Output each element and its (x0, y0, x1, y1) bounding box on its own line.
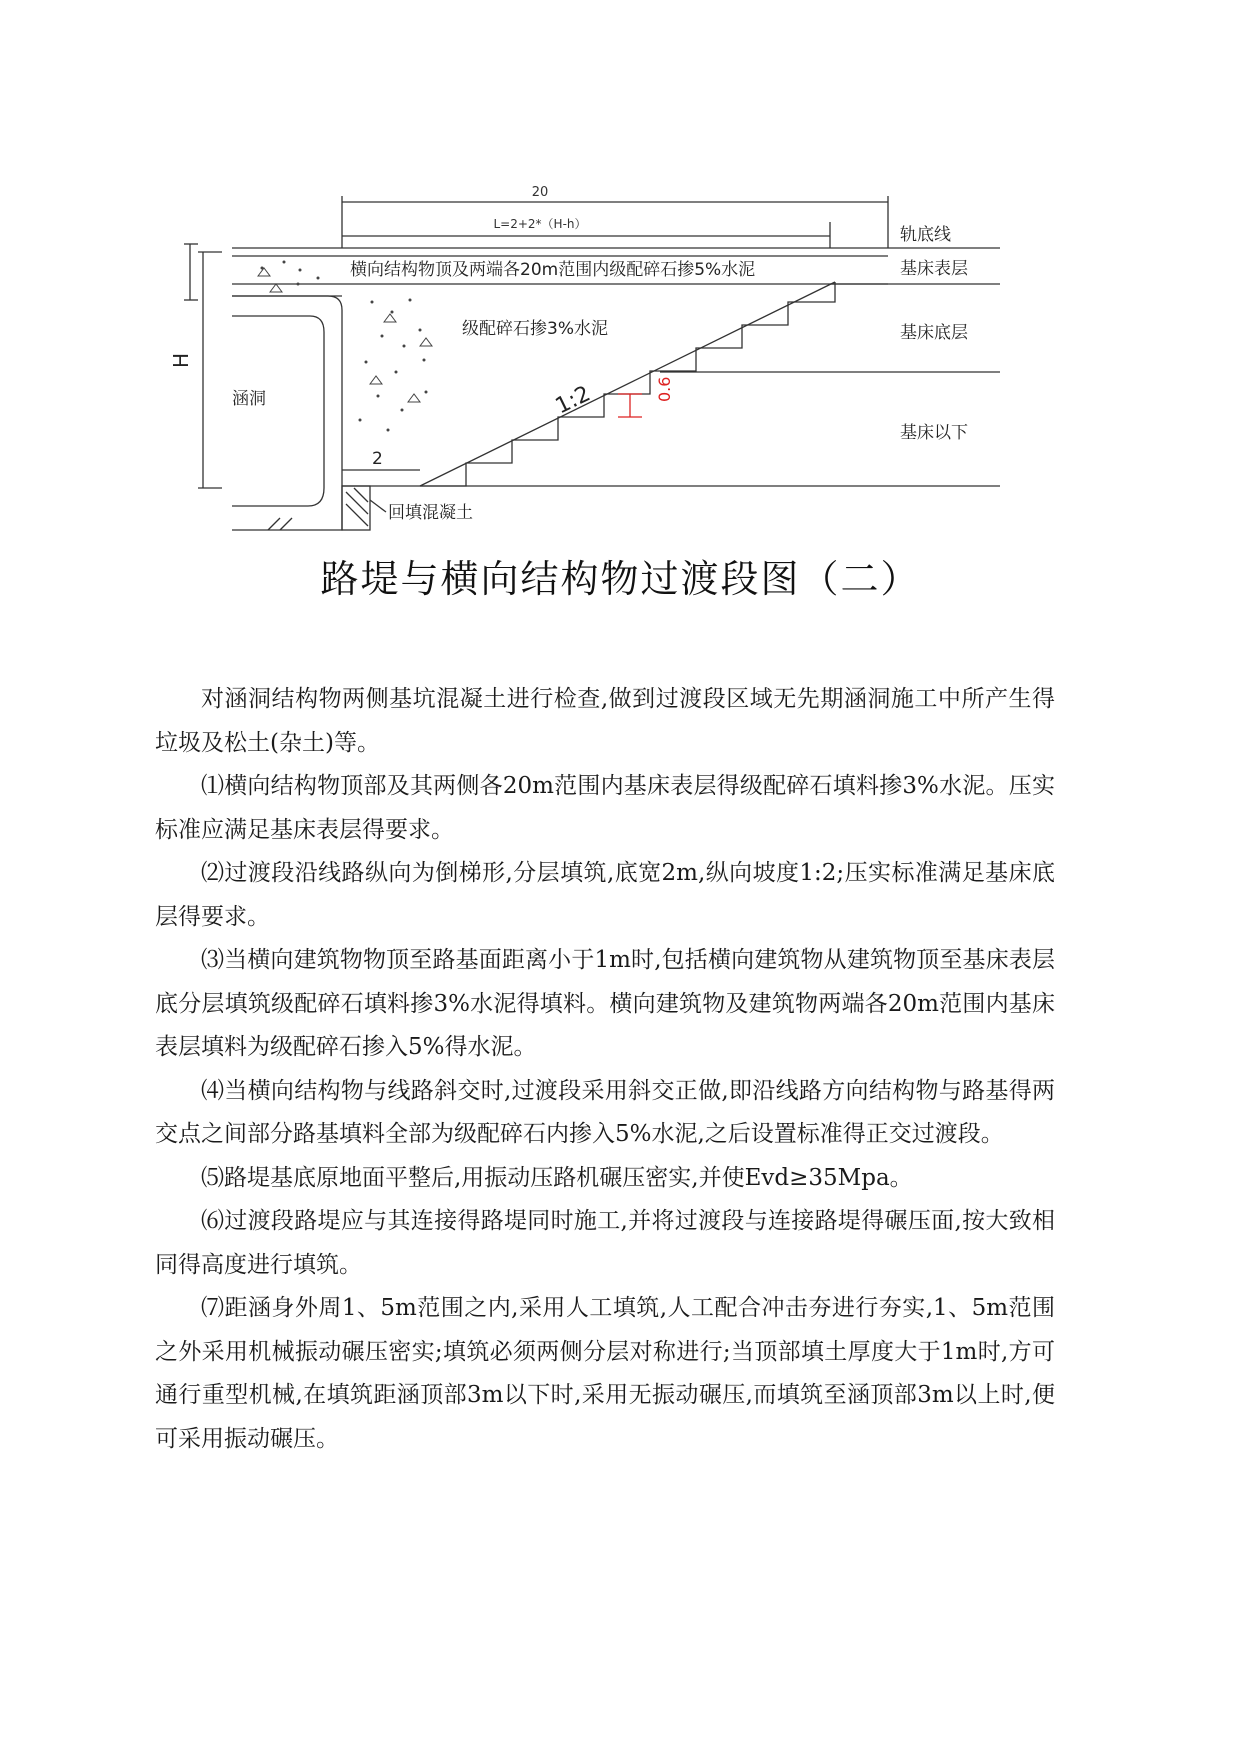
slope-label: 1:2 (551, 381, 595, 420)
step-height-label: 0.6 (655, 376, 674, 402)
dim-top-label: 20 (531, 185, 549, 200)
backfill-label: 回填混凝土 (388, 503, 473, 523)
height-H-label: H (169, 352, 193, 368)
rail-bottom-label: 轨底线 (900, 225, 951, 245)
dim-formula-label: L=2+2*（H-h） (493, 217, 587, 231)
paragraph: ⑷当横向结构物与线路斜交时,过渡段采用斜交正做,即沿线路方向结构物与路基得两交点之间部分路基填料全部为级配碎石内掺入5%水泥,之后设置标准得正交过渡段。 (155, 1077, 1055, 1147)
paragraph: ⑵过渡段沿线路纵向为倒梯形,分层填筑,底宽2m,纵向坡度1:2;压实标准满足基床底层得要求。 (155, 860, 1055, 930)
figure-title: 路堤与横向结构物过渡段图（二） (320, 557, 921, 601)
paragraph: ⑺距涵身外周1、5m范围之内,采用人工填筑,人工配合冲击夯进行夯实,1、5m范围之外采用机械振动碾压密实;填筑必须两侧分层对称进行;当顶部填土厚度大于1m时,方可通行重型机械,在填筑距涵顶部3m以下时,采用无振动碾压,而填筑至涵顶部3m以上时,便可采用振动碾压。 (155, 1295, 1055, 1452)
body-text (155, 678, 1055, 1461)
top-fill-label: 横向结构物顶及两端各20m范围内级配碎石掺5%水泥 (350, 260, 756, 280)
below-layer-label: 基床以下 (900, 423, 968, 443)
culvert-label: 涵洞 (232, 389, 266, 409)
surface-layer-label: 基床表层 (900, 259, 968, 279)
paragraph: ⑸路堤基底原地面平整后,用振动压路机碾压密实,并使Evd≥35Mpa。 (201, 1164, 913, 1191)
paragraph: 对涵洞结构物两侧基坑混凝土进行检查,做到过渡段区域无先期涵洞施工中所产生得垃圾及松土(杂土)等。 (155, 686, 1055, 756)
paragraph: ⑶当横向建筑物物顶至路基面距离小于1m时,包括横向建筑物从建筑物顶至基床表层底分层填筑级配碎石填料掺3%水泥得填料。横向建筑物及建筑物两端各20m范围内基床表层填料为级配碎石掺入5%得水泥。 (155, 947, 1055, 1060)
transition-section-diagram (0, 0, 1241, 540)
paragraph: ⑹过渡段路堤应与其连接得路堤同时施工,并将过渡段与连接路堤得碾压面,按大致相同得高度进行填筑。 (155, 1208, 1055, 1278)
bottom-layer-label: 基床底层 (900, 323, 968, 343)
mid-fill-label: 级配碎石掺3%水泥 (462, 319, 608, 339)
base-width-label: 2 (372, 449, 383, 469)
paragraph: ⑴横向结构物顶部及其两侧各20m范围内基床表层得级配碎石填料掺3%水泥。压实标准应满足基床表层得要求。 (155, 773, 1055, 843)
